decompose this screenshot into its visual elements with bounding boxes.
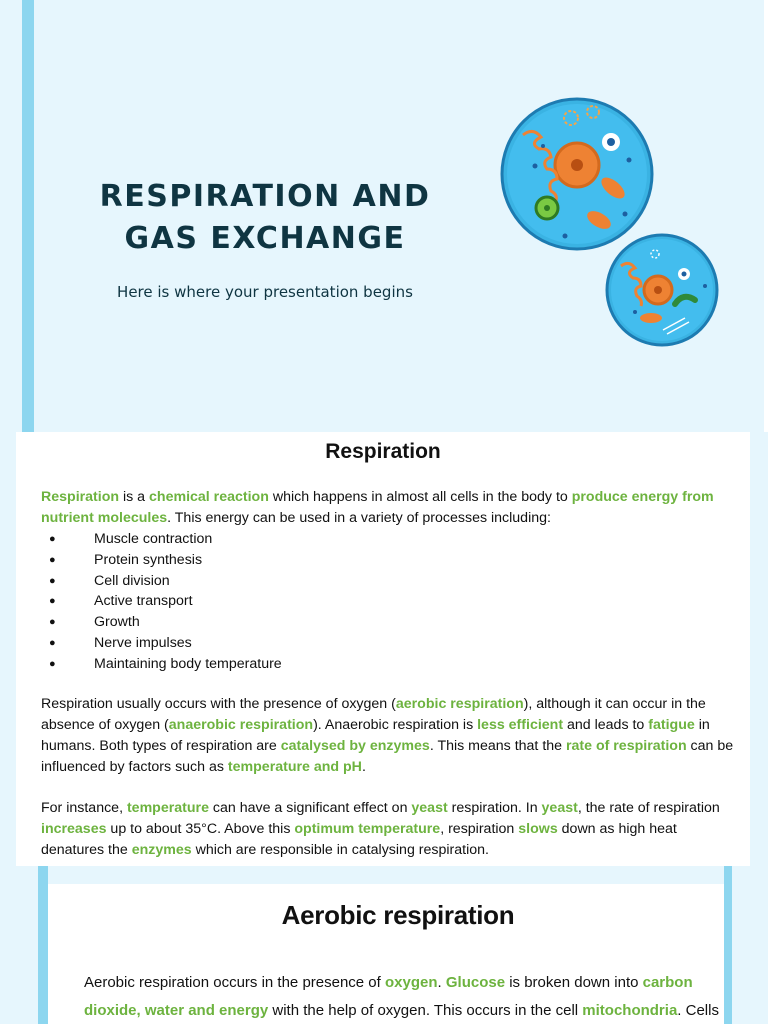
text-run: . (437, 974, 446, 991)
list-item: ● Muscle contraction (41, 529, 282, 550)
highlight-term: aerobic respiration (395, 696, 524, 712)
aerobic-slide (48, 884, 724, 1024)
respiration-types-paragraph (41, 694, 741, 778)
slide-edge (764, 0, 768, 432)
list-item: ● Nerve impulses (41, 633, 282, 654)
highlight-term: Glucose (445, 974, 506, 991)
highlight-term: fatigue (648, 717, 695, 733)
respiration-intro-paragraph (41, 487, 741, 529)
highlight-term: slows (518, 821, 558, 837)
highlight-term: temperature and pH (227, 759, 362, 775)
aerobic-paragraph (84, 969, 724, 1025)
accent-bar-left (38, 866, 48, 1024)
process-list (41, 529, 282, 675)
highlight-term: mitochondria (582, 1002, 678, 1019)
text-run: ). Anaerobic respiration is (313, 717, 478, 733)
highlight-term: optimum temperature (294, 821, 441, 837)
slide-gap-right (750, 432, 768, 878)
text-run: , respiration (440, 821, 519, 837)
highlight-term: carbon dioxide, water and energy (84, 974, 693, 1019)
text-run: which are responsible in catalysing respiration. (191, 842, 489, 858)
highlight-term: less efficient (477, 717, 564, 733)
highlight-term: Respiration (41, 489, 120, 505)
text-run: Aerobic respiration occurs in the presence of (84, 974, 385, 991)
title-line-2: GAS EXCHANGE (124, 221, 406, 256)
title-line-1: RESPIRATION AND (99, 179, 431, 214)
text-run: can have a significant effect on (208, 800, 412, 816)
highlight-term: anaerobic respiration (168, 717, 314, 733)
text-run: . This energy can be used in a variety of processes including: (167, 510, 551, 526)
text-run: , the rate of respiration (577, 800, 720, 816)
highlight-term: oxygen (385, 974, 438, 991)
presentation-subtitle: Here is where your presentation begins (117, 283, 413, 301)
temperature-paragraph (41, 798, 741, 861)
text-run: is broken down into (505, 974, 643, 991)
highlight-term: yeast (411, 800, 448, 816)
list-item: ● Growth (41, 612, 282, 633)
text-run: can be influenced by factors such as (41, 738, 734, 775)
title-slide (0, 0, 768, 432)
respiration-heading: Respiration (325, 440, 441, 463)
list-item: ● Cell division (41, 571, 282, 592)
highlight-term: temperature (126, 800, 209, 816)
text-run: respiration. In (447, 800, 542, 816)
accent-bar-left (22, 0, 34, 432)
list-item: ● Maintaining body temperature (41, 654, 282, 675)
highlight-term: catalysed by enzymes (280, 738, 430, 754)
text-run: . (361, 759, 366, 775)
aerobic-heading: Aerobic respiration (281, 900, 515, 930)
highlight-term: yeast (541, 800, 578, 816)
respiration-slide (16, 432, 750, 866)
text-run: is a (119, 489, 150, 505)
highlight-term: enzymes (131, 842, 192, 858)
text-run: . This means that the (429, 738, 566, 754)
text-run: and leads to (563, 717, 649, 733)
text-run: up to about 35°C. Above this (106, 821, 295, 837)
text-run: with the help of oxygen. This occurs in the cell (268, 1002, 583, 1019)
text-run: down as high heat denatures the (41, 821, 677, 858)
text-run: which happens in almost all cells in the body to (268, 489, 572, 505)
highlight-term: rate of respiration (565, 738, 687, 754)
slide-gap-left (0, 432, 16, 878)
text-run: Respiration usually occurs with the presence of oxygen ( (41, 696, 396, 712)
text-run: For instance, (41, 800, 127, 816)
highlight-term: chemical reaction (149, 489, 269, 505)
accent-bar-right (724, 866, 732, 1024)
text-run: ), although it can occur in the absence of oxygen ( (41, 696, 706, 733)
list-item: ● Protein synthesis (41, 550, 282, 571)
list-item: ● Active transport (41, 591, 282, 612)
cell-illustration-icon (495, 90, 735, 352)
text-run: . Cells (677, 1002, 719, 1019)
presentation-title (80, 176, 450, 260)
highlight-term: produce energy from nutrient molecules (41, 489, 714, 526)
highlight-term: increases (41, 821, 107, 837)
text-run: in humans. Both types of respiration are (41, 717, 710, 754)
